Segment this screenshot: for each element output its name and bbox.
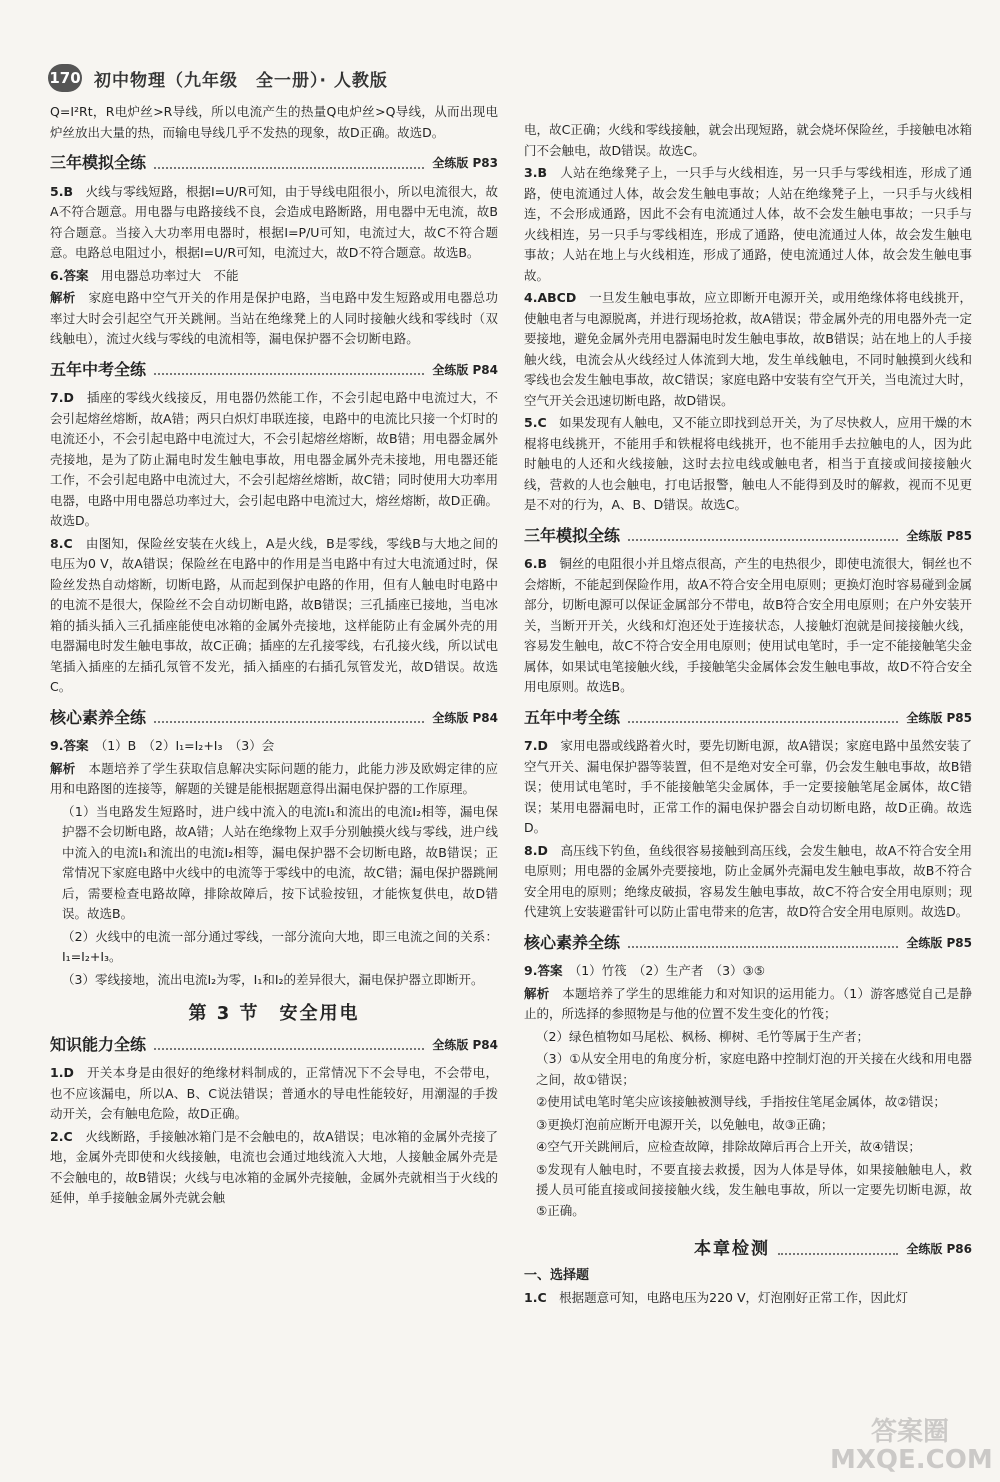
answer-paragraph <box>50 759 498 800</box>
sub-paragraph: （3）①从安全用电的角度分析，家庭电路中控制灯泡的开关接在火线和用电器之间，故①错误； <box>536 1051 972 1087</box>
section-header <box>50 708 498 729</box>
dotted-leader <box>778 1253 898 1255</box>
answer-text: 本题培养了学生获取信息解决实际问题的能力，此能力涉及欧姆定律的应用和电路图的连接等，解题的关键是能根据题意得出漏电保护器的工作原理。 <box>50 760 498 796</box>
answer-text: （1）B （2）I₁=I₂+I₃ （3）会 <box>100 738 275 753</box>
answer-text: 本题培养了学生的思维能力和对知识的运用能力。（1）游客感觉自己是静止的，所选择的参照物是与他的位置不发生变化的竹筏； <box>524 985 972 1021</box>
section-title: 五年中考全练 <box>524 707 621 727</box>
answer-paragraph <box>524 163 972 286</box>
answer-text: 一旦发生触电事故，应立即断开电源开关，或用绝缘体将电线挑开，使触电者与电源脱离，并进行现场抢救，故A错误；带金属外壳的用电器外壳一定要接地，避免金属外壳用电器漏电时发生触电事故，故B错误；站在地上的人手接触火线，电流会从火线经过人体流到大地，发生单线触电，不同时触摸到火线和零线也会发生触电事故，故C错误；家庭电路中安装有空气开关，当电流过大时，空气开关会迅速切断电路，故D错误。 <box>524 290 972 408</box>
section-header <box>524 526 972 547</box>
section-title: 核心素养全练 <box>50 707 147 727</box>
answer-label: 3.B <box>524 165 547 180</box>
answer-text: （1）竹筏 （2）生产者 （3）③⑤ <box>574 963 765 978</box>
page-ref: 全练版 P84 <box>432 1037 498 1052</box>
answer-text: Q=I²Rt，R电炉丝>R导线，所以电流产生的热量Q电炉丝>Q导线，从而出现电炉丝放出大量的热，而输电导线几乎不发热的现象，故D正确。故选D。 <box>50 104 498 140</box>
answer-text: 火线断路，手接触冰箱门是不会触电的，故A错误；电冰箱的金属外壳接了地，金属外壳即使和火线接触，电流也会通过地线流入大地，人接触金属外壳是不会触电的，故B错误；火线与电冰箱的金属外壳接触，金属外壳就相当于火线的延伸，单手接触金属外壳就会触 <box>50 1128 498 1205</box>
answer-label: 6.答案 <box>50 267 89 283</box>
sub-paragraph: （1）当电路发生短路时，进户线中流入的电流I₁和流出的电流I₂相等，漏电保护器不会切断电路，故A错；人站在绝缘物上双手分别触摸火线与零线，进户线中流入的电流I₁和流出的电流I₂相等，漏电保护器不会切断电路，故B错误；正常情况下家庭电路中火线中的电流等于零线中的电流，故C错；漏电保护器跳闸后，需要检查电路故障，排除故障后，按下试验按钮，才能恢复供电，故D错误。故选B。 <box>62 803 498 921</box>
answer-label: 1.C <box>524 1290 547 1305</box>
dotted-leader <box>154 721 424 723</box>
answer-paragraph <box>524 413 972 516</box>
dotted-leader <box>154 1048 424 1050</box>
sub-paragraph: ⑤发现有人触电时，不要直接去救援，因为人体是导体，如果接触触电人，救援人员可能直接或间接接触火线，发生触电事故，所以一定要先切断电源，故⑤正确。 <box>536 1161 972 1218</box>
answer-text: 人站在绝缘凳子上，一只手与火线相连，另一只手与零线相连，形成了通路，使电流通过人体，故会发生触电事故；人站在绝缘凳子上，一只手与火线相连，不会形成通路，因此不会有电流通过人体，故不会发生触电事故；一只手与火线相连，另一只手与零线相连，形成了通路，使电流通过人体，故会发生触电事故；人站在地上与火线相连，形成了通路，使电流通过人体，故会发生触电事故。 <box>524 165 972 283</box>
answer-label: 1.D <box>50 1065 74 1080</box>
right-column <box>524 120 972 1311</box>
answer-label: 8.D <box>524 842 548 858</box>
answer-text: 由图知，保险丝安装在火线上，A是火线，B是零线，零线B与大地之间的电压为0 V，故A错误；保险丝在电路中的作用是当电路中有过大电流通过时，保险丝发热自动熔断，切断电路，从而起到保护电路的作用，但有人触电时电路中的电流不是很大，保险丝不会自动切断电路，故B错误；三孔插座已接地，当电冰箱的插头插入三孔插座能使电冰箱的金属外壳接地，这样能防止有金属外壳的用电器漏电时发生触电事故，故C正确；插座的左孔接零线，右孔接火线，所以试电笔插入插座的左插孔氖管不发光，插入插座的右插孔氖管发光，故D错误。故选C。 <box>50 535 498 694</box>
section-title: 知识能力全练 <box>50 1034 147 1054</box>
answer-paragraph <box>524 120 972 161</box>
dotted-leader <box>154 167 424 169</box>
answer-label: 9.答案 <box>50 738 89 753</box>
sub-paragraph: （2）火线中的电流一部分通过零线，一部分流向大地，即三电流之间的关系：I₁=I₂+I₃。 <box>62 928 498 964</box>
answer-paragraph <box>524 554 972 698</box>
section-header <box>50 1035 498 1056</box>
answer-text: 电，故C正确；火线和零线接触，就会出现短路，就会烧坏保险丝，手接触电冰箱门不会触电，故D错误。故选C。 <box>524 122 972 158</box>
answer-paragraph <box>524 1288 972 1309</box>
answer-paragraph <box>50 534 498 698</box>
answer-paragraph <box>524 288 972 411</box>
dotted-leader <box>628 721 898 723</box>
dotted-leader <box>628 946 898 948</box>
page-ref: 全练版 P84 <box>432 362 498 377</box>
sub-paragraph: （2）绿色植物如马尾松、枫杨、柳树、毛竹等属于生产者； <box>536 1028 869 1044</box>
chapter-title: 本章检测 <box>694 1239 770 1259</box>
answer-paragraph <box>50 1063 498 1125</box>
answer-label: 7.D <box>50 390 74 405</box>
page-number: 170 <box>48 64 82 92</box>
answer-text: 火线与零线短路，根据I=U/R可知，由于导线电阻很小，所以电流很大，故A不符合题意。用电器与电路接线不良，会造成电路断路，用电器中无电流，故B符合题意。当接入大功率用电器时，根据I=P/U可知，电流过大，故C不符合题意。电路总电阻过小，根据I=U/R可知，电流过大，故D不符合题意。故选B。 <box>50 183 498 260</box>
answer-text: 家庭电路中空气开关的作用是保护电路，当电路中发生短路或用电器总功率过大时会引起空气开关跳闸。当站在绝缘凳上的人同时接触火线和零线时（双线触电），流过火线与零线的电流相等，漏电保护器不会切断电路。 <box>50 290 498 346</box>
page-ref: 全练版 P85 <box>906 528 972 543</box>
page-ref: 全练版 P85 <box>906 935 972 950</box>
dotted-leader <box>154 373 424 375</box>
answer-label: 4.ABCD <box>524 290 577 305</box>
answer-text: 家用电器或线路着火时，要先切断电源，故A错误；家庭电路中虽然安装了空气开关、漏电保护器等装置，但不是绝对安全可靠，仍会发生触电事故，故B错误；使用试电笔时，手不能接触笔尖金属体，手一定要接触笔尾金属体，故C错误；某用电器漏电时，正常工作的漏电保护器会自动切断电路，故D正确。故选D。 <box>524 738 972 835</box>
answer-text: 高压线下钓鱼，鱼线很容易接触到高压线，会发生触电，故A不符合安全用电原则；用电器的金属外壳要接地，防止金属外壳漏电发生触电事故，故B不符合安全用电的原则；绝缘皮破损，容易发生触电事故，故C不符合安全用电原则；现代建筑上安装避雷针可以防止雷电带来的危害，故D符合安全用电原则。故选D。 <box>524 842 972 919</box>
section-header <box>524 933 972 954</box>
dotted-leader <box>628 539 898 541</box>
sub-paragraph: （3）零线接地，流出电流I₂为零，I₁和I₂的差异很大，漏电保护器立即断开。 <box>62 971 484 987</box>
answer-paragraph <box>50 1127 498 1209</box>
answer-paragraph <box>50 288 498 350</box>
answer-label: 7.D <box>524 738 548 753</box>
answer-label: 解析 <box>50 290 76 305</box>
answer-paragraph <box>524 841 972 923</box>
answer-label: 2.C <box>50 1128 73 1144</box>
answer-label: 8.C <box>50 535 73 551</box>
answer-label: 5.B <box>50 183 73 199</box>
answer-text: 如果发现有人触电，又不能立即找到总开关，为了尽快救人，应用干燥的木棍将电线挑开，不能用手和铁棍将电线挑开，也不能用手去拉触电的人，因为此时触电的人还和火线接触，这时去拉电线或触电者，相当于直接或间接接触火线，营救的人也会触电，打电话报警，触电人不能得到及时的解救，视而不见更是不对的行为，A、B、D错误。故选C。 <box>524 415 972 512</box>
lesson-title: 第 3 节 安全用电 <box>188 1003 360 1024</box>
chapter-header <box>524 1239 972 1260</box>
answer-label: 9.答案 <box>524 963 563 978</box>
page-ref: 全练版 P84 <box>432 710 498 725</box>
sub-paragraph: ④空气开关跳闸后，应检查故障，排除故障后再合上开关，故④错误； <box>536 1139 921 1154</box>
answer-paragraph <box>524 961 972 982</box>
page-ref: 全练版 P86 <box>906 1242 972 1256</box>
answer-paragraph <box>524 984 972 1025</box>
answer-paragraph <box>50 388 498 532</box>
section-title: 三年模拟全练 <box>524 525 621 545</box>
section-title: 五年中考全练 <box>50 359 147 379</box>
section-header <box>50 360 498 381</box>
sub-paragraph: ③更换灯泡前应断开电源开关，以免触电，故③正确； <box>536 1116 834 1132</box>
subheading: 一、选择题 <box>524 1267 590 1283</box>
answer-paragraph <box>50 736 498 757</box>
answer-paragraph <box>50 182 498 264</box>
answer-text: 铜丝的电阻很小并且熔点很高，产生的电热很少，即使电流很大，铜丝也不会熔断，不能起到保险作用，故A不符合安全用电原则；更换灯泡时容易碰到金属部分，切断电源可以保证金属部分不带电，故B符合安全用电原则；在户外安装开关，当断开开关，火线和灯泡还处于连接状态，人接触灯泡就是间接接触火线，容易发生触电，故C不符合安全用电原则；使用试电笔时，手一定不能接触笔尖金属体，如果试电笔接触火线，手接触笔尖金属体会发生触电事故，故D不符合安全用电原则。故选B。 <box>524 556 973 694</box>
answer-text: 用电器总功率过大 不能 <box>100 267 239 283</box>
book-title: 初中物理（九年级 全一册）· 人教版 <box>94 70 388 91</box>
sub-paragraph: ②使用试电笔时笔尖应该接触被测导线，手指按住笔尾金属体，故②错误； <box>536 1094 946 1109</box>
answer-label: 6.B <box>524 556 547 571</box>
section-header <box>524 708 972 729</box>
answer-label: 解析 <box>50 760 76 776</box>
watermark-logo: 答案圈 MXQE.COM <box>830 1417 993 1475</box>
answer-text: 插座的零线火线接反，用电器仍然能工作，不会引起电路中电流过大，不会引起熔丝熔断，故A错；两只白炽灯串联连接，电路中的电流比只接一个灯时的电流还小，不会引起电路中电流过大，不会引起熔丝熔断，故B错；用电器金属外壳接地，是为了防止漏电时发生触电事故，用电器金属外壳未接地，用电器还能工作，不会引起电路中电流过大，不会引起熔丝熔断，故C错；同时使用大功率用电器，电路中用电器总功率过大，会引起电路中电流过大，熔丝熔断，故D正确。故选D。 <box>50 390 498 528</box>
section-title: 三年模拟全练 <box>50 153 147 172</box>
answer-text: 根据题意可知，电路电压为220 V，灯泡刚好正常工作，因此灯 <box>559 1290 909 1305</box>
left-column <box>50 102 498 1211</box>
page-ref: 全练版 P85 <box>906 710 972 725</box>
answer-paragraph <box>524 736 972 839</box>
answer-text: 开关本身是由很好的绝缘材料制成的，正常情况下不会导电，不会带电，也不应该漏电，所以A、B、C说法错误；普通水的导电性能较好，用潮湿的手拨动开关，会有触电危险，故D正确。 <box>50 1065 498 1121</box>
page-ref: 全练版 P83 <box>432 156 498 170</box>
section-header <box>50 153 498 174</box>
page-header <box>48 62 388 94</box>
answer-label: 解析 <box>524 985 550 1001</box>
answer-label: 5.C <box>524 415 547 430</box>
answer-paragraph <box>50 266 498 287</box>
answer-paragraph <box>50 102 498 143</box>
section-title: 核心素养全练 <box>524 932 621 952</box>
